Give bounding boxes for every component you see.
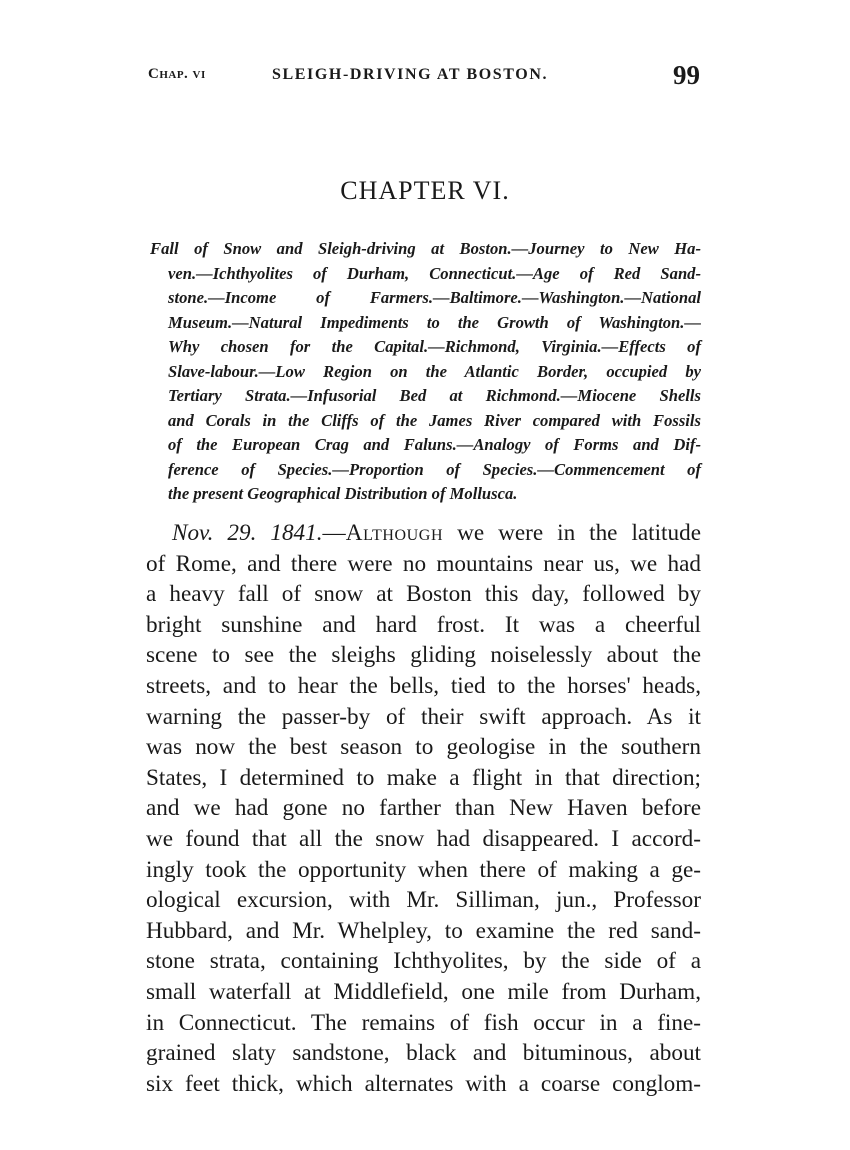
body-line: of Rome, and there were no mountains near us, we had bbox=[146, 550, 701, 577]
synopsis-line: ven.—Ichthyolites of Durham, Connecticut.—Age of Red Sand- bbox=[168, 263, 701, 283]
running-header bbox=[148, 60, 700, 100]
page-number: 99 bbox=[673, 60, 700, 90]
synopsis-line: Fall of Snow and Sleigh-driving at Boston.—Journey to New Ha- bbox=[150, 239, 701, 258]
body-line: bright sunshine and hard frost. It was a cheerful bbox=[146, 611, 701, 638]
synopsis-line: of the European Crag and Faluns.—Analogy of Forms and Dif- bbox=[168, 435, 701, 454]
entry-date: Nov. 29. 1841. bbox=[172, 520, 323, 546]
em-dash: — bbox=[322, 520, 346, 546]
chapter-label: Chap. vi bbox=[148, 66, 206, 82]
synopsis-line: ference of Species.—Proportion of Species.—Commencement of bbox=[168, 459, 701, 479]
synopsis-line: stone.—Income of Farmers.—Baltimore.—Washington.—National bbox=[168, 288, 701, 307]
body-line: ingly took the opportunity when there of making a ge- bbox=[146, 856, 701, 883]
body-line: in Connecticut. The remains of fish occur in a fine- bbox=[146, 1009, 701, 1036]
body-line: small waterfall at Middlefield, one mile from Durham, bbox=[146, 978, 701, 1005]
body-line: six feet thick, which alternates with a coarse conglom- bbox=[146, 1070, 701, 1097]
synopsis-line: Why chosen for the Capital.—Richmond, Virginia.—Effects of bbox=[168, 337, 701, 356]
synopsis-line: Museum.—Natural Impediments to the Growth of Washington.— bbox=[168, 312, 701, 332]
opening-word: Although bbox=[345, 520, 444, 546]
body-line: warning the passer-by of their swift approach. As it bbox=[146, 703, 701, 730]
body-line: grained slaty sandstone, black and bituminous, about bbox=[146, 1040, 701, 1067]
body-paragraph bbox=[146, 518, 701, 1099]
body-line: States, I determined to make a flight in that direction; bbox=[146, 764, 701, 791]
body-line: streets, and to hear the bells, tied to the horses' heads, bbox=[146, 672, 701, 699]
body-line: stone strata, containing Ichthyolites, by the side of a bbox=[146, 948, 701, 975]
body-line: a heavy fall of snow at Boston this day, followed by bbox=[146, 581, 701, 608]
synopsis-line: the present Geographical Distribution of Mollusca. bbox=[168, 484, 518, 503]
body-line: we found that all the snow had disappeared. I accord- bbox=[146, 825, 701, 852]
synopsis-line: Tertiary Strata.—Infusorial Bed at Richmond.—Miocene Shells bbox=[168, 386, 701, 405]
synopsis-line: Slave-labour.—Low Region on the Atlantic Border, occupied by bbox=[168, 361, 701, 381]
body-line: was now the best season to geologise in the southern bbox=[146, 734, 701, 761]
body-line: scene to see the sleighs gliding noiselessly about the bbox=[146, 642, 701, 669]
chapter-heading: CHAPTER VI. bbox=[340, 176, 510, 205]
body-line: and we had gone no farther than New Haven before bbox=[146, 795, 701, 822]
body-line: Hubbard, and Mr. Whelpley, to examine the red sand- bbox=[146, 917, 701, 944]
synopsis-line: and Corals in the Cliffs of the James River compared with Fossils bbox=[168, 410, 701, 430]
running-title: SLEIGH-DRIVING AT BOSTON. bbox=[272, 66, 549, 83]
chapter-synopsis bbox=[150, 237, 701, 507]
first-line-rest: we were in the latitude bbox=[443, 520, 701, 546]
body-line bbox=[146, 518, 701, 549]
body-line: ological excursion, with Mr. Silliman, jun., Professor bbox=[146, 887, 701, 914]
